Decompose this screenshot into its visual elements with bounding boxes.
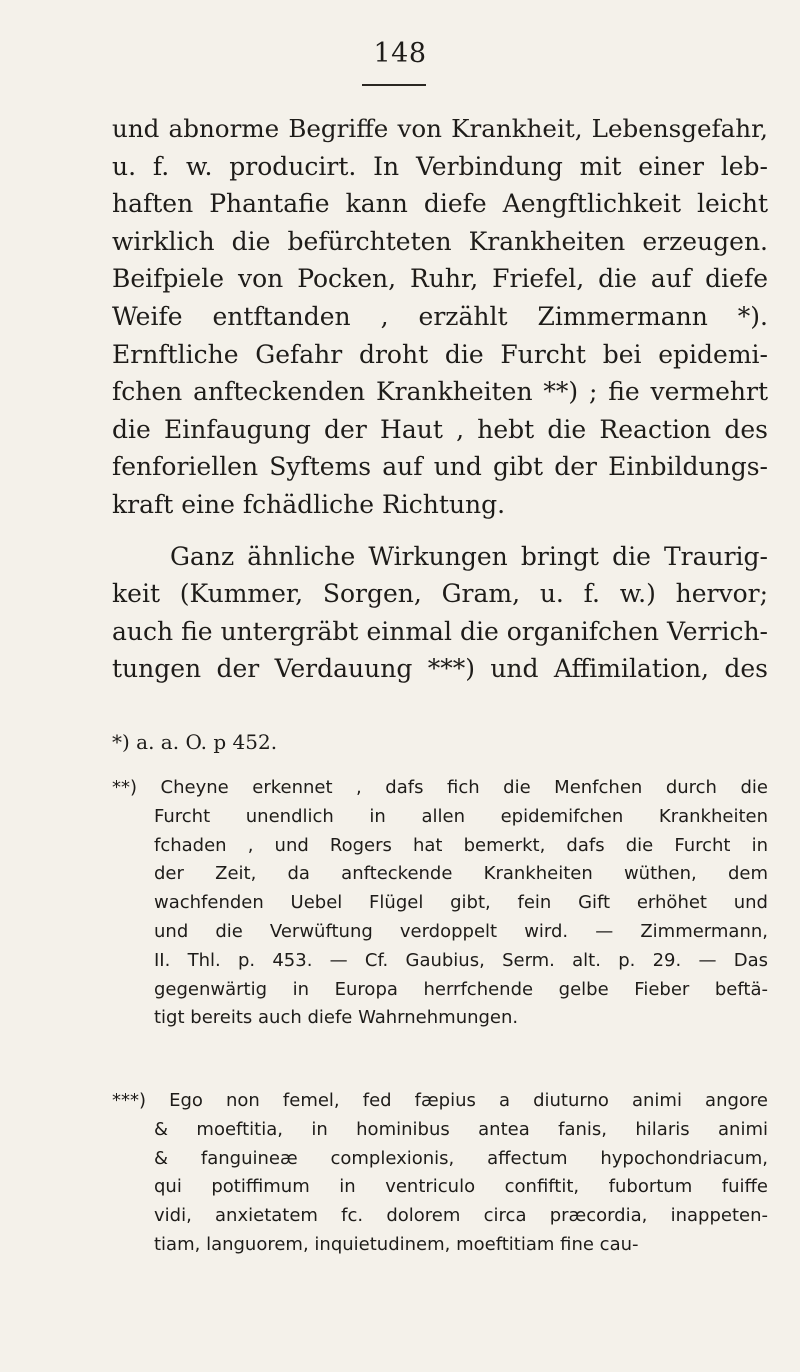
text-line: Weife entftanden , erzählt Zimmermann *). <box>112 301 768 331</box>
text-line: Beifpiele von Pocken, Ruhr, Friefel, die auf diefe <box>112 264 768 294</box>
footnote-line: qui potiffimum in ventriculo confiftit, fubortum fuiffe <box>154 1176 768 1198</box>
footnote-line: II. Thl. p. 453. — Cf. Gaubius, Serm. alt. p. 29. — Das <box>154 949 768 971</box>
text-line: wirklich die befürchteten Krankheiten erzeugen. <box>112 226 768 256</box>
text-line: haften Phantafie kann diefe Aengftlichkeit leicht <box>112 189 768 219</box>
page-number: 148 <box>373 38 427 69</box>
footnote-line: der Zeit, da anfteckende Krankheiten wüthen, dem <box>154 863 768 885</box>
paragraph-1 <box>112 110 768 524</box>
text-line: und abnorme Begriffe von Krankheit, Lebensgefahr, <box>112 114 768 143</box>
footnote-2 <box>112 774 768 1033</box>
footnote-line: fchaden , und Rogers hat bemerkt, dafs die Furcht in <box>154 834 768 856</box>
footnote-line: gegenwärtig in Europa herrfchende gelbe Fieber beftä- <box>154 978 768 1000</box>
text-line: fchen anfteckenden Krankheiten **) ; fie vermehrt <box>112 377 768 407</box>
main-text <box>112 110 768 688</box>
text-line: Ernftliche Gefahr droht die Furcht bei epidemi- <box>112 339 768 369</box>
footnote-line: tiam, languorem, inquietudinem, moeftitiam fine cau- <box>154 1233 639 1255</box>
footnote-line: ***) Ego non femel, fed fæpius a diuturno animi angore <box>112 1090 768 1111</box>
footnote-line: und die Verwüftung verdoppelt wird. — Zimmermann, <box>154 920 768 942</box>
text-line: kraft eine fchädliche Richtung. <box>112 489 506 519</box>
text-line: keit (Kummer, Sorgen, Gram, u. f. w.) hervor; <box>112 579 768 609</box>
footnote-line: **) Cheyne erkennet , dafs fich die Menfchen durch die <box>112 777 768 798</box>
footnote-line: vidi, anxietatem fc. dolorem circa præcordia, inappeten- <box>154 1205 768 1227</box>
paragraph-2 <box>112 538 768 688</box>
paragraph-gap <box>112 524 768 538</box>
footnote-line: *) a. a. O. p 452. <box>112 730 278 754</box>
text-line: die Einfaugung der Haut , hebt die Reaction des <box>112 414 768 444</box>
footnote-3 <box>112 1087 768 1260</box>
text-line: Ganz ähnliche Wirkungen bringt die Traurig- <box>170 541 768 571</box>
footnote-line: & moeftitia, in hominibus antea fanis, hilaris animi <box>154 1118 768 1140</box>
footnote-line: & fanguineæ complexionis, affectum hypochondriacum, <box>154 1147 768 1169</box>
text-line: fenforiellen Syftems auf und gibt der Einbildungs- <box>112 452 768 482</box>
text-line: u. f. w. producirt. In Verbindung mit einer leb- <box>112 151 768 181</box>
footnote-line: wachfenden Uebel Flügel gibt, fein Gift erhöhet und <box>154 892 768 914</box>
text-line: auch fie untergräbt einmal die organifchen Verrich- <box>112 616 768 646</box>
footnote-line: tigt bereits auch diefe Wahrnehmungen. <box>154 1007 519 1029</box>
footnote-1 <box>112 728 768 757</box>
text-line: tungen der Verdauung ***) und Affimilation, des <box>112 654 768 684</box>
footnote-line: Furcht unendlich in allen epidemifchen Krankheiten <box>154 805 768 827</box>
header-rule <box>362 84 426 86</box>
